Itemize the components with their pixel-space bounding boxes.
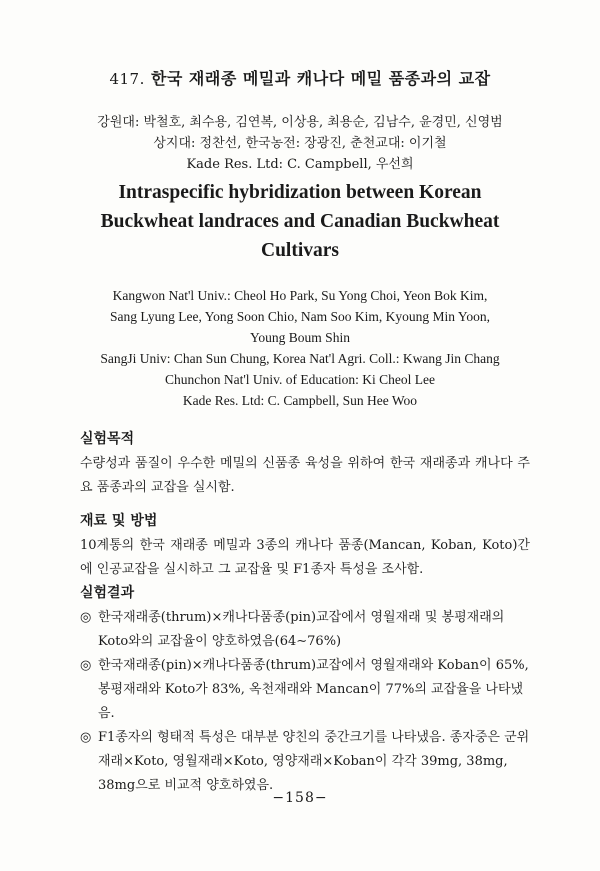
results-heading: 실험결과 bbox=[80, 585, 135, 601]
korean-author-line: 강원대: 박철호, 최수용, 김연복, 이상용, 최용순, 김남수, 윤경민, 신영범 bbox=[97, 115, 503, 130]
purpose-section bbox=[80, 428, 530, 500]
english-authors bbox=[0, 285, 600, 411]
result-item bbox=[80, 606, 530, 654]
double-circle-bullet-icon: ◎ bbox=[80, 730, 92, 745]
english-title-line: Buckwheat landraces and Canadian Buckwheat bbox=[100, 211, 500, 232]
english-title bbox=[0, 178, 600, 265]
english-title-line: Intraspecific hybridization between Korean bbox=[118, 182, 482, 203]
result-item bbox=[80, 654, 530, 726]
results-section bbox=[80, 582, 530, 798]
english-author-line: Young Boum Shin bbox=[250, 330, 350, 345]
double-circle-bullet-icon: ◎ bbox=[80, 658, 92, 673]
purpose-body: 수량성과 품질이 우수한 메밀의 신품종 육성을 위하여 한국 재래종과 캐나다 주요 품종과의 교잡을 실시함. bbox=[80, 456, 530, 495]
english-author-line: Chunchon Nat'l Univ. of Education: Ki Cheol Lee bbox=[165, 372, 435, 387]
result-text: 한국재래종(thrum)×캐나다품종(pin)교잡에서 영월재래 및 봉평재래의 Koto와의 교잡율이 양호하였음(64∼76%) bbox=[98, 610, 505, 649]
methods-section bbox=[80, 510, 530, 582]
results-list bbox=[80, 606, 530, 798]
korean-title-text: 한국 재래종 메밀과 캐나다 메밀 품종과의 교잡 bbox=[150, 69, 491, 88]
english-title-line: Cultivars bbox=[261, 240, 339, 261]
methods-body: 10계통의 한국 재래종 메밀과 3종의 캐나다 품종(Mancan, Koban, Koto)간에 인공교잡을 실시하고 그 교잡율 및 F1종자 특성을 조사함. bbox=[80, 538, 530, 577]
result-text: 한국재래종(pin)×캐나다품종(thrum)교잡에서 영월재래와 Koban이 65%, 봉평재래와 Koto가 83%, 옥천재래와 Mancan이 77%의 교잡율을 나타냈음. bbox=[98, 658, 529, 721]
double-circle-bullet-icon: ◎ bbox=[80, 610, 92, 625]
result-text: F1종자의 형태적 특성은 대부분 양친의 중간크기를 나타냈음. 종자중은 군위재래×Koto, 영월재래×Koto, 영양재래×Koban이 각각 39mg, 38mg, 38mg으로 비교적 양호하였음. bbox=[98, 730, 530, 793]
english-author-line: Sang Lyung Lee, Yong Soon Chio, Nam Soo Kim, Kyoung Min Yoon, bbox=[110, 309, 490, 324]
english-author-line: SangJi Univ: Chan Sun Chung, Korea Nat'l Agri. Coll.: Kwang Jin Chang bbox=[100, 351, 500, 366]
result-item bbox=[80, 726, 530, 798]
english-author-line: Kangwon Nat'l Univ.: Cheol Ho Park, Su Yong Choi, Yeon Bok Kim, bbox=[112, 288, 488, 303]
abstract-number: 417. bbox=[109, 70, 145, 88]
korean-title bbox=[0, 66, 600, 89]
korean-author-line: 상지대: 정찬선, 한국농전: 장광진, 춘천교대: 이기철 bbox=[153, 136, 447, 151]
korean-authors bbox=[0, 112, 600, 175]
purpose-heading: 실험목적 bbox=[80, 431, 135, 447]
korean-author-line: Kade Res. Ltd: C. Campbell, 우선희 bbox=[186, 157, 414, 172]
page-number: −158− bbox=[272, 790, 328, 806]
english-author-line: Kade Res. Ltd: C. Campbell, Sun Hee Woo bbox=[182, 393, 418, 408]
methods-heading: 재료 및 방법 bbox=[80, 513, 158, 529]
